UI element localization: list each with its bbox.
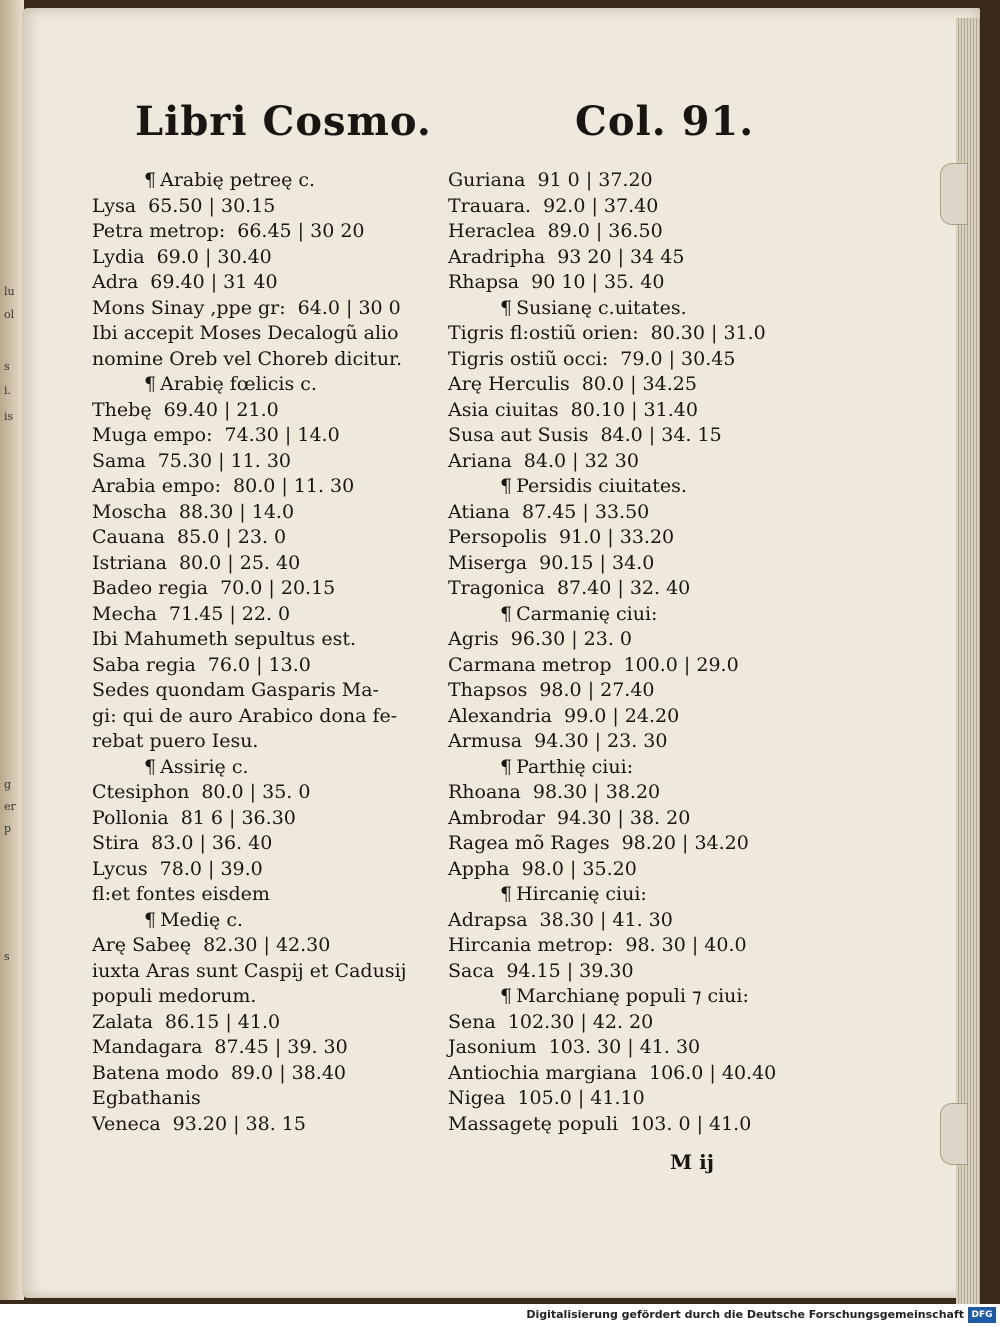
place-name: Thebę [92, 398, 152, 421]
place-name: Mons Sinay ,ppe gr: [92, 296, 286, 319]
place-coordinates: 87.45 | 39. 30 [214, 1036, 348, 1058]
place-coordinates: 80.30 | 31.0 [650, 322, 766, 344]
place-coordinates: 74.30 | 14.0 [224, 424, 340, 446]
place-entry [448, 168, 793, 194]
place-name: Hircania metrop: [448, 934, 614, 956]
place-entry [92, 857, 437, 883]
place-name: Ctesiphon [92, 781, 190, 803]
place-name: Batena modo [92, 1061, 219, 1084]
place-coordinates: 38.30 | 41. 30 [539, 908, 673, 931]
running-title: Libri Cosmo. [135, 98, 432, 145]
place-name: Atiana [448, 500, 510, 523]
dfg-logo: DFG [968, 1307, 996, 1323]
margin-fragment: lu [4, 285, 15, 298]
pilcrow-icon: ¶ [500, 883, 513, 905]
place-name: Istriana [92, 551, 167, 574]
heading-text: Medię c. [160, 908, 243, 931]
pilcrow-icon: ¶ [144, 908, 157, 931]
place-coordinates: 89.0 | 38.40 [230, 1061, 347, 1084]
place-coordinates: 90.15 | 34.0 [539, 551, 655, 574]
place-coordinates: 79.0 | 30.45 [620, 347, 736, 370]
place-name: Alexandria [448, 704, 552, 727]
place-coordinates: 87.45 | 33.50 [522, 500, 650, 523]
place-entry [448, 398, 793, 424]
place-coordinates: 84.0 | 32 30 [523, 449, 639, 472]
place-entry [92, 219, 437, 245]
place-coordinates: 83.0 | 36. 40 [151, 832, 273, 854]
place-name: Antiochia margiana [448, 1061, 637, 1084]
pilcrow-icon: ¶ [500, 602, 513, 625]
place-name: Mandagara [92, 1036, 203, 1058]
page-header [135, 98, 785, 158]
note-line: rebat puero Iesu. [92, 730, 259, 752]
place-entry [448, 321, 793, 347]
place-entry [448, 1010, 793, 1036]
place-name: Trauara. [448, 194, 532, 217]
place-coordinates: 85.0 | 23. 0 [177, 526, 287, 548]
place-entry [448, 704, 793, 730]
section-heading [92, 168, 437, 194]
place-coordinates: 92.0 | 37.40 [543, 194, 659, 217]
left-column [92, 168, 437, 1137]
place-coordinates: 98.30 | 38.20 [532, 781, 661, 803]
place-entry [92, 474, 437, 500]
heading-text: Arabię petreę c. [160, 169, 316, 191]
heading-text: Marchianę populi ⁊ ciui: [516, 985, 749, 1007]
margin-fragment: s [4, 360, 10, 373]
margin-fragment: er [4, 800, 16, 813]
place-coordinates: 69.40 | 31 40 [150, 271, 278, 293]
place-name: Saba regia [92, 653, 196, 676]
place-entry [92, 270, 437, 296]
heading-text: Parthię ciui: [516, 755, 634, 778]
pilcrow-icon: ¶ [144, 755, 157, 778]
place-entry [92, 194, 437, 220]
funding-notice: Digitalisierung gefördert durch die Deutsche Forschungsgemeinschaft [526, 1308, 964, 1321]
pilcrow-icon: ¶ [144, 373, 157, 395]
place-entry [92, 500, 437, 526]
place-coordinates: 76.0 | 13.0 [207, 653, 311, 676]
place-name: Thapsos [448, 679, 528, 701]
place-entry [448, 423, 793, 449]
place-entry [448, 1035, 793, 1061]
heading-text: Assirię c. [160, 755, 249, 778]
place-coordinates: 93.20 | 38. 15 [172, 1112, 306, 1135]
section-heading [92, 372, 437, 398]
place-coordinates: 105.0 | 41.10 [517, 1087, 645, 1109]
place-name: Carmana metrop [448, 653, 612, 676]
place-entry [92, 398, 437, 424]
note-line: Ibi Mahumeth sepultus est. [92, 628, 357, 650]
place-coordinates: 100.0 | 29.0 [623, 653, 739, 676]
place-name: Saca [448, 959, 495, 982]
place-coordinates: 69.0 | 30.40 [156, 245, 272, 268]
place-entry [448, 729, 793, 755]
place-entry [92, 449, 437, 475]
page-tab [940, 1103, 968, 1165]
place-name: Cauana [92, 526, 165, 548]
section-heading [448, 602, 793, 628]
place-coordinates: 102.30 | 42. 20 [507, 1010, 654, 1033]
place-coordinates: 87.40 | 32. 40 [556, 577, 691, 599]
place-name: Susa aut Susis [448, 424, 589, 446]
place-coordinates: 94.15 | 39.30 [506, 959, 634, 982]
place-name: Aradripha [448, 245, 546, 268]
place-coordinates: 98.20 | 34.20 [621, 832, 749, 854]
pilcrow-icon: ¶ [500, 755, 513, 778]
place-coordinates: 98. 30 | 40.0 [625, 934, 747, 956]
place-name: Tigris fl:ostiũ orien: [448, 322, 639, 344]
place-coordinates: 90 10 | 35. 40 [531, 271, 665, 293]
place-name: Rhapsa [448, 271, 520, 293]
place-name: Asia ciuitas [448, 398, 559, 421]
right-column [448, 168, 793, 1137]
place-entry [448, 678, 793, 704]
section-heading [448, 882, 793, 908]
place-name: Miserga [448, 551, 528, 574]
place-name: Sama [92, 449, 146, 472]
place-name: Badeo regia [92, 577, 209, 599]
place-name: Armusa [448, 730, 523, 752]
section-heading [92, 755, 437, 781]
place-entry [92, 423, 437, 449]
place-coordinates: 88.30 | 14.0 [178, 500, 295, 523]
place-name: Moscha [92, 500, 167, 523]
place-entry [448, 806, 793, 832]
place-name: Persopolis [448, 526, 547, 548]
place-name: Petra metrop: [92, 220, 226, 242]
place-entry [92, 1010, 437, 1036]
note-line: iuxta Aras sunt Caspij et Cadusij [92, 959, 407, 982]
place-name: Rhoana [448, 781, 521, 803]
place-entry [92, 780, 437, 806]
page-tab [940, 163, 968, 225]
place-entry [448, 1086, 793, 1112]
place-coordinates: 106.0 | 40.40 [649, 1061, 777, 1084]
place-entry [92, 602, 437, 628]
place-name: Arę Sabeę [92, 934, 192, 956]
place-coordinates: 66.45 | 30 20 [237, 220, 365, 242]
place-coordinates: 98.0 | 27.40 [539, 679, 655, 701]
place-coordinates: 94.30 | 38. 20 [557, 806, 691, 829]
place-coordinates: 80.0 | 25. 40 [178, 551, 301, 574]
place-coordinates: 94.30 | 23. 30 [534, 730, 668, 752]
place-entry [92, 831, 437, 857]
place-coordinates: 84.0 | 34. 15 [600, 424, 722, 446]
signature-mark: M ij [670, 1150, 714, 1174]
place-coordinates: 99.0 | 24.20 [563, 704, 680, 727]
place-entry [92, 806, 437, 832]
place-name: Pollonia [92, 806, 169, 829]
place-coordinates: 80.0 | 34.25 [581, 373, 697, 395]
place-coordinates: 80.0 | 35. 0 [201, 781, 311, 803]
place-name: Stira [92, 832, 140, 854]
note-line: nomine Oreb vel Choreb dicitur. [92, 347, 403, 370]
place-entry [448, 627, 793, 653]
place-name: Ragea mõ Rages [448, 832, 610, 854]
column-number: Col. 91. [575, 98, 755, 145]
place-coordinates: 93 20 | 34 45 [557, 245, 685, 268]
margin-fragment: g [4, 778, 12, 791]
place-coordinates: 75.30 | 11. 30 [157, 449, 292, 472]
place-entry [448, 908, 793, 934]
place-name: Ariana [448, 449, 512, 472]
place-entry [448, 525, 793, 551]
pilcrow-icon: ¶ [500, 296, 513, 319]
note-line: Ibi accepit Moses Decalogũ alio [92, 322, 399, 344]
place-coordinates: 80.10 | 31.40 [570, 398, 698, 421]
place-entry [448, 449, 793, 475]
footer-bar [0, 1304, 1000, 1327]
place-entry [448, 270, 793, 296]
place-coordinates: 98.0 | 35.20 [521, 857, 637, 880]
place-name: Adrapsa [448, 908, 528, 931]
place-coordinates: 103. 30 | 41. 30 [548, 1036, 701, 1058]
place-entry [92, 296, 437, 322]
place-entry [92, 933, 437, 959]
heading-text: Hircanię ciui: [516, 883, 647, 905]
place-entry [92, 525, 437, 551]
note-line: populi medorum. [92, 985, 257, 1007]
place-name: Adra [92, 271, 139, 293]
margin-fragment: p [4, 822, 12, 835]
place-name: Nigea [448, 1087, 506, 1109]
pilcrow-icon: ¶ [500, 985, 513, 1007]
place-name: Guriana [448, 169, 526, 191]
place-coordinates: 96.30 | 23. 0 [510, 628, 633, 650]
place-coordinates: 65.50 | 30.15 [148, 194, 276, 217]
place-entry [448, 551, 793, 577]
place-coordinates: 86.15 | 41.0 [164, 1010, 281, 1033]
place-entry [448, 1061, 793, 1087]
heading-text: Persidis ciuitates. [516, 475, 687, 497]
place-name: Tragonica [448, 577, 545, 599]
place-entry [448, 347, 793, 373]
place-name: Lysa [92, 194, 137, 217]
margin-fragment: ol [4, 308, 15, 321]
place-name: Muga empo: [92, 424, 213, 446]
place-entry [448, 372, 793, 398]
heading-text: Susianę c.uitates. [516, 296, 687, 319]
place-name: Lycus [92, 857, 148, 880]
place-entry [448, 857, 793, 883]
place-coordinates: 78.0 | 39.0 [159, 857, 263, 880]
margin-fragment: is [4, 410, 14, 423]
place-entry [448, 245, 793, 271]
place-coordinates: 70.0 | 20.15 [220, 577, 336, 599]
place-entry [92, 576, 437, 602]
place-entry [92, 653, 437, 679]
place-name: Lydia [92, 245, 145, 268]
place-coordinates: 103. 0 | 41.0 [630, 1112, 752, 1135]
place-coordinates: 69.40 | 21.0 [163, 398, 279, 421]
place-coordinates: 81 6 | 36.30 [180, 806, 296, 829]
margin-fragment: s [4, 950, 10, 963]
place-coordinates: 80.0 | 11. 30 [233, 475, 355, 497]
note-line: fl:et fontes eisdem [92, 883, 270, 905]
pilcrow-icon: ¶ [144, 169, 157, 191]
place-name: Mecha [92, 602, 157, 625]
place-entry [92, 1112, 437, 1138]
place-entry [448, 1112, 793, 1138]
place-name: Jasonium [448, 1036, 537, 1058]
place-entry [448, 653, 793, 679]
place-entry [448, 194, 793, 220]
section-heading [448, 474, 793, 500]
place-name: Ambrodar [448, 806, 545, 829]
section-heading [448, 296, 793, 322]
note-line: gi: qui de auro Arabico dona fe- [92, 704, 398, 727]
place-name: Appha [448, 857, 510, 880]
heading-text: Carmanię ciui: [516, 602, 658, 625]
place-entry [92, 1035, 437, 1061]
place-entry [92, 245, 437, 271]
place-entry [92, 1061, 437, 1087]
adjacent-page-edge [0, 0, 24, 1300]
place-entry [448, 500, 793, 526]
place-coordinates: 91 0 | 37.20 [537, 169, 653, 191]
place-name: Arabia empo: [92, 475, 222, 497]
place-name: Veneca [92, 1112, 161, 1135]
place-name: Massagetę populi [448, 1112, 619, 1135]
place-name: Arę Herculis [448, 373, 570, 395]
place-name: Sena [448, 1010, 496, 1033]
place-coordinates: 71.45 | 22. 0 [168, 602, 291, 625]
place-entry [448, 959, 793, 985]
section-heading [448, 984, 793, 1010]
section-heading [448, 755, 793, 781]
place-entry [448, 831, 793, 857]
note-line: Sedes quondam Gasparis Ma- [92, 679, 379, 701]
place-name: Agris [448, 628, 499, 650]
place-entry [448, 219, 793, 245]
place-name: Zalata [92, 1010, 153, 1033]
place-entry [448, 780, 793, 806]
heading-text: Arabię fœlicis c. [160, 373, 317, 395]
place-coordinates: 64.0 | 30 0 [297, 296, 401, 319]
place-coordinates: 91.0 | 33.20 [558, 526, 675, 548]
pilcrow-icon: ¶ [500, 475, 513, 497]
place-coordinates: 82.30 | 42.30 [203, 934, 331, 956]
margin-fragment: i. [4, 384, 12, 397]
place-entry [448, 933, 793, 959]
place-entry [92, 551, 437, 577]
section-heading [92, 908, 437, 934]
place-entry [448, 576, 793, 602]
place-name: Heraclea [448, 220, 536, 242]
place-coordinates: 89.0 | 36.50 [547, 220, 663, 242]
note-line: Egbathanis [92, 1087, 201, 1109]
place-name: Tigris ostiũ occi: [448, 347, 609, 370]
